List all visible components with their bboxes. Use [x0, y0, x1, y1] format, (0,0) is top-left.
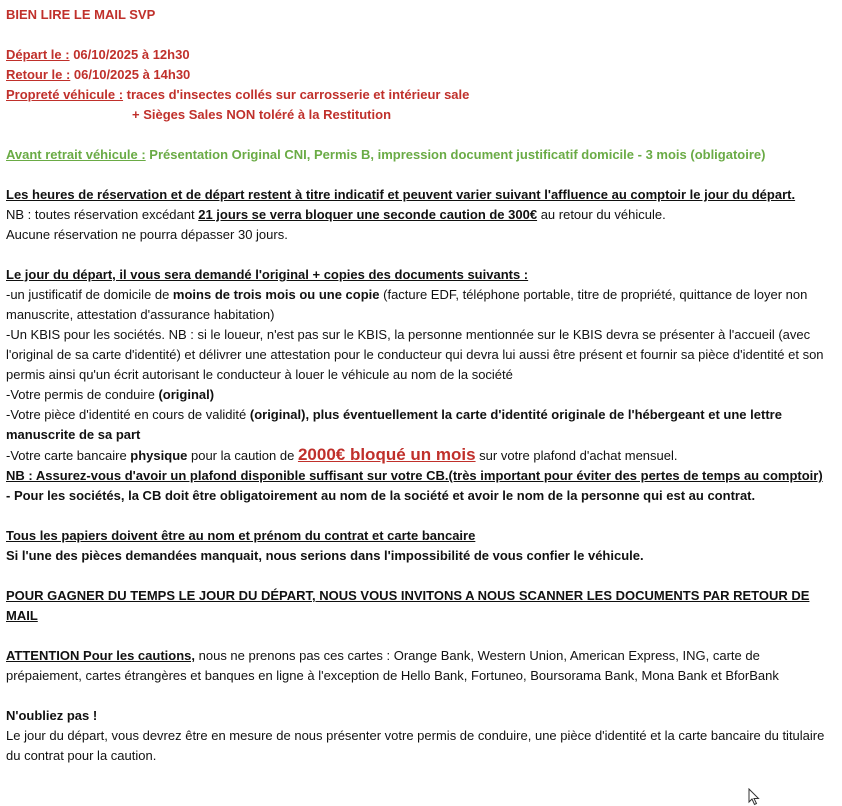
papiers-warning: Si l'une des pièces demandées manquait, nous serions dans l'impossibilité de vous confier le véhicule.	[6, 548, 644, 563]
proprete-value: traces d'insectes collés sur carrosserie et intérieur sale	[123, 87, 470, 102]
depart-label: Départ le :	[6, 47, 70, 62]
depart-line	[6, 45, 832, 65]
documents-title: Le jour du départ, il vous sera demandé l'original + copies des documents suivants :	[6, 267, 529, 282]
doc-nb-plafond: NB : Assurez-vous d'avoir un plafond disponible suffisant sur votre CB.(très important pour éviter des pertes de temps au comptoir)	[6, 468, 823, 483]
cautions-text: nous ne prenons pas ces cartes : Orange Bank, Western Union, American Express, ING, carte de prépaiement, cartes étrangères et banques en ligne à l'exception de Hello Bank, Fortuneo, Boursorama Bank, Mona Bank et BforBank	[6, 648, 779, 683]
avant-retrait-line	[6, 145, 832, 165]
cb-bold: physique	[130, 448, 188, 463]
horaires-title: Les heures de réservation et de départ restent à titre indicatif et peuvent varier suivant l'affluence au comptoir le jour du départ.	[6, 187, 796, 202]
permis-prefix: -Votre permis de conduire	[6, 387, 159, 402]
doc-permis	[6, 385, 832, 405]
doc-justificatif	[6, 285, 832, 325]
horaires-nb-bold: 21 jours se verra bloquer une seconde caution de 300€	[198, 207, 538, 222]
cb-suffix: sur votre plafond d'achat mensuel.	[475, 448, 678, 463]
retour-value: 06/10/2025 à 14h30	[70, 67, 191, 82]
permis-bold: (original)	[158, 387, 215, 402]
scanner-notice: POUR GAGNER DU TEMPS LE JOUR DU DÉPART, NOUS VOUS INVITONS A NOUS SCANNER LES DOCUMENTS PAR RETOUR DE MAIL	[6, 588, 810, 623]
cb-amount: 2000€ bloqué un mois	[297, 445, 476, 464]
cb-prefix: -Votre carte bancaire	[6, 448, 131, 463]
proprete-label: Propreté véhicule :	[6, 87, 124, 102]
avant-retrait-label: Avant retrait véhicule :	[6, 147, 146, 162]
cautions-notice	[6, 646, 832, 686]
identite-bold: (original), plus éventuellement la carte d'identité originale de l'hébergeant et une lettre manuscrite de sa part	[6, 407, 782, 442]
justif-bold: moins de trois mois ou une copie	[172, 287, 380, 302]
identite-prefix: -Votre pièce d'identité en cours de validité	[6, 407, 250, 422]
doc-identite	[6, 405, 832, 445]
justif-prefix: -un justificatif de domicile de	[6, 287, 173, 302]
mouse-cursor-icon	[748, 788, 762, 806]
doc-societes: - Pour les sociétés, la CB doit être obligatoirement au nom de la société et avoir le nom de la personne qui est au contrat.	[6, 488, 756, 503]
reminder-text: Le jour du départ, vous devrez être en mesure de nous présenter votre permis de conduire, une pièce d'identité et la carte bancaire du titulaire du contrat pour la caution.	[6, 728, 825, 763]
depart-value: 06/10/2025 à 12h30	[69, 47, 190, 62]
justif-suffix: (facture EDF, téléphone portable, titre de propriété, quittance de loyer non manuscrite, attestation d'assurance habitation)	[6, 287, 808, 322]
avant-retrait-value: Présentation Original CNI, Permis B, impression document justificatif domicile - 3 mois (obligatoire)	[145, 147, 766, 162]
horaires-nb	[6, 205, 832, 225]
horaires-max: Aucune réservation ne pourra dépasser 30 jours.	[6, 227, 288, 242]
doc-cb	[6, 445, 832, 466]
papiers-title: Tous les papiers doivent être au nom et prénom du contrat et carte bancaire	[6, 528, 476, 543]
cb-mid: pour la caution de	[187, 448, 298, 463]
header-warning: BIEN LIRE LE MAIL SVP	[6, 7, 156, 22]
reminder-title: N'oubliez pas !	[6, 708, 98, 723]
proprete-line2: + Sièges Sales NON toléré à la Restitution	[132, 107, 392, 122]
doc-kbis: -Un KBIS pour les sociétés. NB : si le loueur, n'est pas sur le KBIS, la personne mentionnée sur le KBIS devra se présenter à l'accueil (avec l'original de sa carte d'identité) et délivrer une attestation pour le conducteur qui devra lui aussi être présent et fournir sa pièce d'identité et son permis ainsi qu'un écrit autorisant le conducteur à louer le véhicule au nom de la société	[6, 327, 824, 382]
email-body	[6, 5, 832, 766]
retour-label: Retour le :	[6, 67, 71, 82]
horaires-nb-prefix: NB : toutes réservation excédant	[6, 207, 199, 222]
retour-line	[6, 65, 832, 85]
horaires-nb-suffix: au retour du véhicule.	[537, 207, 666, 222]
cautions-bold: ATTENTION Pour les cautions,	[6, 648, 196, 663]
proprete-line	[6, 85, 832, 105]
